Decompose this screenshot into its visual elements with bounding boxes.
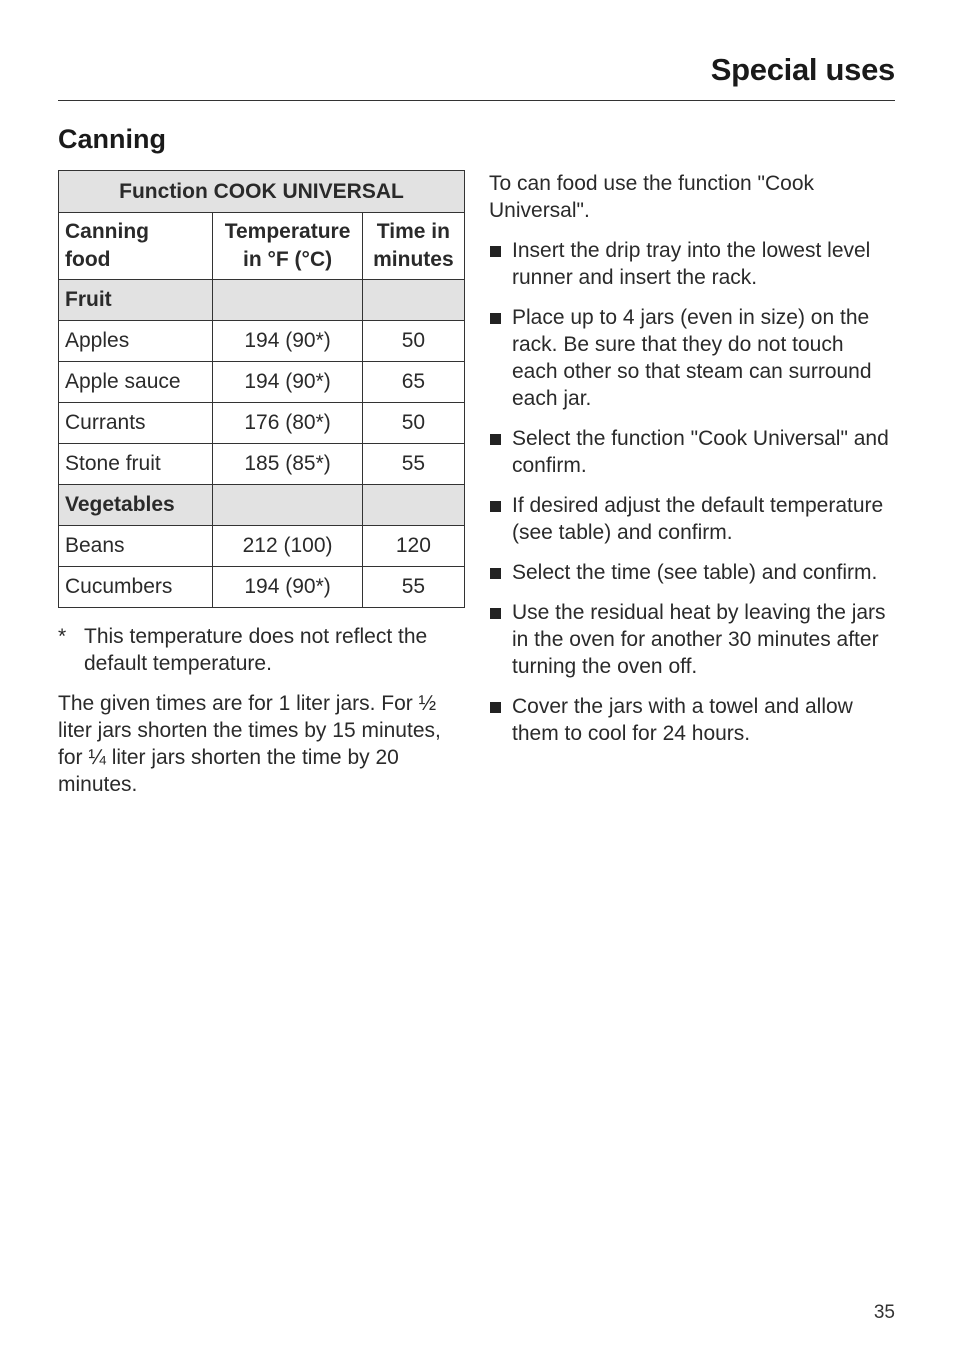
table-row (59, 526, 465, 567)
temperature-cell: 185 (85*) (213, 444, 362, 485)
list-item (489, 559, 894, 586)
table-row (59, 567, 465, 608)
column-header-food-line1: Canning (65, 220, 149, 243)
temperature-cell: 194 (90*) (213, 362, 362, 403)
list-item (489, 304, 894, 412)
food-cell: Beans (59, 526, 213, 567)
square-bullet-icon (490, 568, 501, 579)
food-cell: Stone fruit (59, 444, 213, 485)
column-header-food-line2: food (65, 248, 111, 271)
list-item (489, 425, 894, 479)
time-cell: 50 (362, 403, 464, 444)
time-cell: 65 (362, 362, 464, 403)
food-cell: Apples (59, 321, 213, 362)
temperature-cell: 194 (90*) (213, 567, 362, 608)
group-empty-cell (213, 280, 362, 321)
table-row (59, 321, 465, 362)
instructions-intro: To can food use the function "Cook Universal". (489, 172, 814, 222)
column-header-temperature-line2: in °F (°C) (243, 248, 333, 271)
group-empty-cell (362, 280, 464, 321)
group-label: Vegetables (59, 485, 213, 526)
column-header-time (362, 213, 464, 280)
canning-table (58, 170, 465, 608)
square-bullet-icon (490, 702, 501, 713)
step-text: If desired adjust the default temperature (see table) and confirm. (512, 494, 884, 544)
temperature-cell: 194 (90*) (213, 321, 362, 362)
time-cell: 55 (362, 444, 464, 485)
section-title: Canning (58, 124, 166, 154)
table-row (59, 403, 465, 444)
page-number: 35 (873, 1302, 895, 1323)
list-item (489, 599, 894, 680)
table-row (59, 444, 465, 485)
step-text: Select the time (see table) and confirm. (512, 561, 878, 584)
table-title: Function COOK UNIVERSAL (59, 171, 465, 213)
temperature-cell: 176 (80*) (213, 403, 362, 444)
table-title-row (59, 171, 465, 213)
square-bullet-icon (490, 501, 501, 512)
food-cell: Currants (59, 403, 213, 444)
group-row-fruit (59, 280, 465, 321)
footnote-text: This temperature does not reflect the default temperature. (84, 625, 428, 675)
page-header (58, 48, 895, 101)
step-text: Use the residual heat by leaving the jars in the oven for another 30 minutes after turning the oven off. (512, 601, 886, 678)
time-cell: 50 (362, 321, 464, 362)
table-header-row (59, 213, 465, 280)
list-item (489, 693, 894, 747)
instructions (489, 170, 894, 760)
instruction-list (489, 237, 894, 747)
column-header-time-line2: minutes (373, 248, 454, 271)
square-bullet-icon (490, 313, 501, 324)
temperature-cell: 212 (100) (213, 526, 362, 567)
step-text: Cover the jars with a towel and allow them to cool for 24 hours. (512, 695, 853, 745)
column-header-food (59, 213, 213, 280)
food-cell: Cucumbers (59, 567, 213, 608)
time-cell: 55 (362, 567, 464, 608)
group-empty-cell (213, 485, 362, 526)
time-cell: 120 (362, 526, 464, 567)
step-text: Place up to 4 jars (even in size) on the rack. Be sure that they do not touch each other so that steam can surround each jar. (512, 306, 872, 410)
column-header-time-line1: Time in (376, 220, 450, 243)
footnote (58, 623, 468, 677)
group-empty-cell (362, 485, 464, 526)
square-bullet-icon (490, 434, 501, 445)
step-text: Insert the drip tray into the lowest level runner and insert the rack. (512, 239, 871, 289)
group-label: Fruit (59, 280, 213, 321)
column-header-temperature-line1: Temperature (224, 220, 351, 243)
column-header-temperature (213, 213, 362, 280)
page-title: Special uses (710, 52, 895, 87)
table-row (59, 362, 465, 403)
square-bullet-icon (490, 246, 501, 257)
square-bullet-icon (490, 608, 501, 619)
list-item (489, 237, 894, 291)
jar-size-note: The given times are for 1 liter jars. For ½ liter jars shorten the times by 15 minutes, for ¼ liter jars shorten the time by 20 minutes. (58, 692, 441, 796)
food-cell: Apple sauce (59, 362, 213, 403)
group-row-vegetables (59, 485, 465, 526)
footnote-marker: * (58, 625, 67, 648)
step-text: Select the function "Cook Universal" and confirm. (512, 427, 889, 477)
list-item (489, 492, 894, 546)
